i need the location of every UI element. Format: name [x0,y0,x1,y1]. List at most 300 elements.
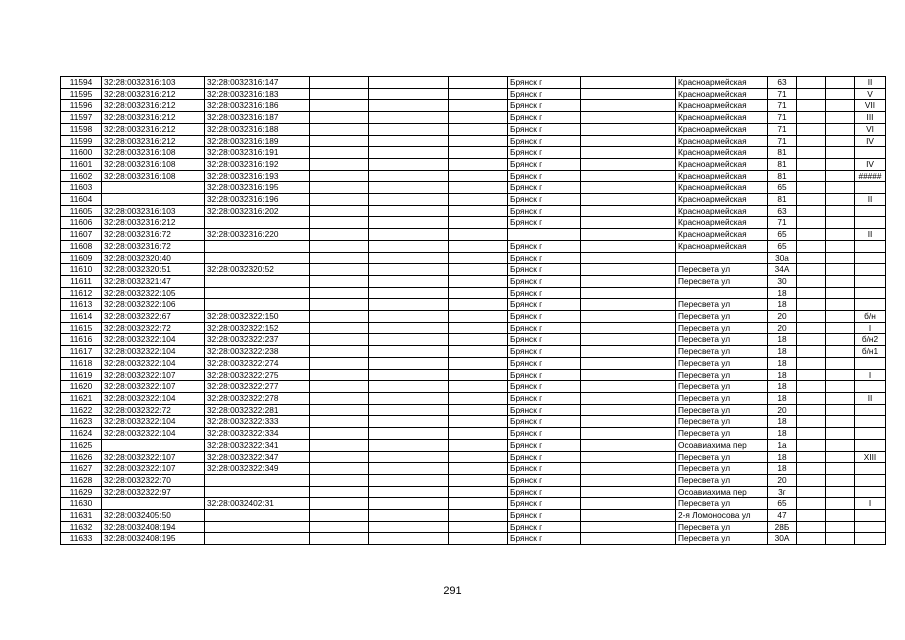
cell-premise-number: I [855,498,886,510]
cell-column-12 [826,451,855,463]
cell-column-4 [310,510,369,522]
cell-cadastral-number-parcel: 32:28:0032316:108 [102,170,205,182]
cell-city: Брянск г [508,451,581,463]
cell-column-6 [449,287,508,299]
cell-column-4 [310,77,369,89]
cadastral-table [60,76,886,545]
cell-column-4 [310,322,369,334]
cell-premise-number: II [855,392,886,404]
cell-house-number: 71 [768,217,797,229]
cell-street: Пересвета ул [676,357,768,369]
cell-house-number: 30а [768,252,797,264]
cell-street: Красноармейская [676,217,768,229]
cell-column-11 [797,217,826,229]
cell-column-6 [449,346,508,358]
cell-column-12 [826,229,855,241]
cell-column-5 [369,158,449,170]
cell-column-11 [797,510,826,522]
cell-street: Пересвета ул [676,346,768,358]
cell-column-6 [449,182,508,194]
cell-column-11 [797,287,826,299]
cell-premise-number: I [855,322,886,334]
cell-column-4 [310,404,369,416]
cell-column-4 [310,252,369,264]
cell-column-11 [797,170,826,182]
cell-cadastral-number-object: 32:28:0032316:188 [205,123,310,135]
cell-cadastral-number-object: 32:28:0032322:281 [205,404,310,416]
cell-column-11 [797,428,826,440]
cell-house-number: 71 [768,88,797,100]
cell-street: Красноармейская [676,147,768,159]
cell-column-11 [797,498,826,510]
cell-row-number: 11626 [61,451,102,463]
cell-cadastral-number-object: 32:28:0032322:277 [205,381,310,393]
cell-premise-number [855,287,886,299]
cell-column-4 [310,334,369,346]
cell-cadastral-number-object: 32:28:0032322:349 [205,463,310,475]
cell-row-number: 11611 [61,275,102,287]
cell-column-6 [449,334,508,346]
cell-column-6 [449,158,508,170]
cell-column-8 [581,404,676,416]
cell-house-number: 71 [768,135,797,147]
cell-cadastral-number-object: 32:28:0032316:186 [205,100,310,112]
cell-column-6 [449,100,508,112]
cell-column-6 [449,77,508,89]
cell-column-6 [449,88,508,100]
cell-column-4 [310,147,369,159]
cell-house-number: 18 [768,381,797,393]
cell-house-number: 30 [768,275,797,287]
cell-row-number: 11623 [61,416,102,428]
cell-column-12 [826,474,855,486]
cell-house-number: 63 [768,205,797,217]
cell-row-number: 11614 [61,311,102,323]
cell-column-4 [310,474,369,486]
cell-column-5 [369,463,449,475]
cell-street: Красноармейская [676,77,768,89]
cell-street: Пересвета ул [676,381,768,393]
cell-street [676,252,768,264]
cell-column-5 [369,334,449,346]
cell-column-12 [826,439,855,451]
cell-row-number: 11612 [61,287,102,299]
cell-house-number: 63 [768,77,797,89]
cell-column-5 [369,77,449,89]
cell-cadastral-number-parcel: 32:28:0032320:40 [102,252,205,264]
cell-city: Брянск г [508,439,581,451]
cell-premise-number: IV [855,158,886,170]
cell-column-4 [310,521,369,533]
cell-column-8 [581,100,676,112]
cell-column-5 [369,416,449,428]
cell-cadastral-number-object: 32:28:0032316:195 [205,182,310,194]
cell-row-number: 11598 [61,123,102,135]
cell-street: Красноармейская [676,182,768,194]
cell-city: Брянск г [508,240,581,252]
cell-column-11 [797,147,826,159]
cell-column-4 [310,357,369,369]
cell-column-12 [826,299,855,311]
cell-row-number: 11613 [61,299,102,311]
cell-column-4 [310,170,369,182]
cell-city: Брянск г [508,77,581,89]
cell-column-6 [449,404,508,416]
cell-cadastral-number-parcel: 32:28:0032322:70 [102,474,205,486]
cell-column-4 [310,381,369,393]
cell-premise-number: XIII [855,451,886,463]
cell-column-12 [826,510,855,522]
cell-row-number: 11627 [61,463,102,475]
cell-premise-number [855,381,886,393]
cell-cadastral-number-parcel: 32:28:0032322:72 [102,404,205,416]
cell-column-12 [826,334,855,346]
cell-column-8 [581,205,676,217]
cell-city: Брянск г [508,170,581,182]
cell-column-12 [826,521,855,533]
cell-column-5 [369,428,449,440]
cell-column-12 [826,205,855,217]
cell-row-number: 11620 [61,381,102,393]
cell-cadastral-number-object: 32:28:0032322:347 [205,451,310,463]
cell-column-11 [797,100,826,112]
cell-column-8 [581,334,676,346]
cell-column-5 [369,451,449,463]
table-row [61,404,886,416]
table-row [61,346,886,358]
cell-column-4 [310,439,369,451]
cell-street: Пересвета ул [676,521,768,533]
cell-column-6 [449,357,508,369]
cell-column-8 [581,217,676,229]
cell-column-12 [826,498,855,510]
table-row [61,463,886,475]
cell-column-6 [449,533,508,545]
cell-row-number: 11608 [61,240,102,252]
table-row [61,205,886,217]
cell-cadastral-number-parcel: 32:28:0032322:104 [102,428,205,440]
table-row [61,170,886,182]
cell-column-5 [369,217,449,229]
cell-column-8 [581,77,676,89]
cell-cadastral-number-object: 32:28:0032316:196 [205,194,310,206]
cell-house-number: 20 [768,404,797,416]
cell-city: Брянск г [508,135,581,147]
cell-premise-number [855,533,886,545]
cell-column-8 [581,194,676,206]
cell-column-8 [581,474,676,486]
cell-cadastral-number-object: 32:28:0032316:192 [205,158,310,170]
cell-column-8 [581,416,676,428]
cell-column-6 [449,392,508,404]
cell-column-8 [581,252,676,264]
cell-cadastral-number-parcel: 32:28:0032316:212 [102,123,205,135]
cell-house-number: 18 [768,299,797,311]
cell-cadastral-number-parcel: 32:28:0032316:212 [102,112,205,124]
cell-house-number: 18 [768,334,797,346]
cell-premise-number [855,240,886,252]
cell-cadastral-number-parcel: 32:28:0032322:104 [102,334,205,346]
cell-street: Пересвета ул [676,275,768,287]
cell-cadastral-number-parcel: 32:28:0032316:103 [102,77,205,89]
cell-column-12 [826,381,855,393]
cell-street: 2-я Ломоносова ул [676,510,768,522]
cell-row-number: 11607 [61,229,102,241]
cell-row-number: 11618 [61,357,102,369]
cell-column-8 [581,112,676,124]
cell-column-5 [369,474,449,486]
cell-cadastral-number-parcel: 32:28:0032316:72 [102,229,205,241]
cell-column-4 [310,112,369,124]
cell-column-6 [449,521,508,533]
cell-column-12 [826,287,855,299]
cell-city: Брянск г [508,182,581,194]
cell-city: Брянск г [508,533,581,545]
cell-column-5 [369,264,449,276]
cell-column-6 [449,112,508,124]
cell-house-number: 18 [768,369,797,381]
cell-column-8 [581,357,676,369]
cell-column-12 [826,170,855,182]
cell-column-5 [369,123,449,135]
cell-column-12 [826,252,855,264]
cell-column-8 [581,275,676,287]
cell-column-11 [797,135,826,147]
cell-cadastral-number-parcel: 32:28:0032322:104 [102,416,205,428]
cell-city: Брянск г [508,158,581,170]
cell-column-12 [826,369,855,381]
cell-column-12 [826,416,855,428]
cell-column-8 [581,170,676,182]
cell-house-number: 28Б [768,521,797,533]
cell-street: Красноармейская [676,194,768,206]
table-row [61,299,886,311]
cell-column-5 [369,182,449,194]
page-number: 291 [443,585,462,597]
cell-cadastral-number-object [205,275,310,287]
cell-column-8 [581,147,676,159]
cell-column-12 [826,217,855,229]
cell-street: Пересвета ул [676,264,768,276]
cell-column-11 [797,357,826,369]
cell-row-number: 11601 [61,158,102,170]
cell-column-11 [797,182,826,194]
cell-column-4 [310,311,369,323]
cell-cadastral-number-object: 32:28:0032316:193 [205,170,310,182]
cell-house-number: 71 [768,123,797,135]
cell-column-8 [581,521,676,533]
cell-street: Красноармейская [676,170,768,182]
cell-column-6 [449,264,508,276]
cell-cadastral-number-parcel: 32:28:0032322:105 [102,287,205,299]
cell-cadastral-number-parcel: 32:28:0032316:72 [102,240,205,252]
cell-city: Брянск г [508,486,581,498]
cell-column-11 [797,474,826,486]
cell-house-number: 65 [768,182,797,194]
table-row [61,521,886,533]
cell-cadastral-number-parcel [102,194,205,206]
cell-premise-number [855,357,886,369]
cell-column-12 [826,404,855,416]
cell-street: Красноармейская [676,229,768,241]
cell-column-4 [310,240,369,252]
cell-cadastral-number-object [205,287,310,299]
cell-column-12 [826,311,855,323]
cell-column-12 [826,158,855,170]
cell-city: Брянск г [508,112,581,124]
cell-column-8 [581,428,676,440]
table-row [61,182,886,194]
cell-premise-number [855,521,886,533]
cell-cadastral-number-parcel [102,182,205,194]
cell-column-5 [369,170,449,182]
cell-column-4 [310,346,369,358]
cell-column-11 [797,404,826,416]
cell-column-11 [797,521,826,533]
cell-street: Пересвета ул [676,498,768,510]
cell-street: Красноармейская [676,88,768,100]
cell-cadastral-number-object: 32:28:0032316:191 [205,147,310,159]
table-row [61,474,886,486]
cell-city [508,229,581,241]
cell-column-6 [449,240,508,252]
cell-column-6 [449,369,508,381]
table-row [61,287,886,299]
cell-cadastral-number-parcel: 32:28:0032408:194 [102,521,205,533]
cell-column-6 [449,463,508,475]
cell-column-12 [826,322,855,334]
cell-column-4 [310,392,369,404]
cell-column-6 [449,275,508,287]
cell-column-5 [369,521,449,533]
cell-column-12 [826,123,855,135]
cell-column-8 [581,451,676,463]
cell-column-6 [449,322,508,334]
cell-house-number: 3г [768,486,797,498]
cell-city: Брянск г [508,299,581,311]
cell-cadastral-number-parcel: 32:28:0032316:108 [102,147,205,159]
cell-column-12 [826,357,855,369]
cell-column-6 [449,205,508,217]
cell-premise-number [855,510,886,522]
cell-column-6 [449,486,508,498]
table-row [61,217,886,229]
cell-row-number: 11625 [61,439,102,451]
cell-row-number: 11624 [61,428,102,440]
cell-row-number: 11599 [61,135,102,147]
cell-column-4 [310,158,369,170]
cell-column-12 [826,77,855,89]
table-row [61,498,886,510]
cell-column-12 [826,88,855,100]
cell-column-6 [449,123,508,135]
cell-column-5 [369,404,449,416]
cell-column-12 [826,392,855,404]
table-row [61,229,886,241]
cell-column-11 [797,88,826,100]
cell-column-11 [797,533,826,545]
cell-column-5 [369,147,449,159]
cell-row-number: 11604 [61,194,102,206]
cell-column-4 [310,287,369,299]
cell-column-4 [310,428,369,440]
table-row [61,510,886,522]
cell-premise-number: б/н [855,311,886,323]
cell-column-4 [310,533,369,545]
cell-row-number: 11619 [61,369,102,381]
cell-row-number: 11606 [61,217,102,229]
cell-column-5 [369,533,449,545]
cell-column-8 [581,182,676,194]
cell-cadastral-number-object: 32:28:0032322:275 [205,369,310,381]
cell-row-number: 11631 [61,510,102,522]
cell-street: Пересвета ул [676,322,768,334]
cell-column-11 [797,194,826,206]
table-body [61,77,886,545]
cell-column-8 [581,439,676,451]
cell-row-number: 11605 [61,205,102,217]
cell-city: Брянск г [508,287,581,299]
cell-cadastral-number-object [205,486,310,498]
cell-column-12 [826,182,855,194]
cell-city: Брянск г [508,346,581,358]
cell-street: Пересвета ул [676,369,768,381]
cell-column-8 [581,486,676,498]
cell-row-number: 11609 [61,252,102,264]
cell-column-4 [310,205,369,217]
table-row [61,311,886,323]
cell-column-8 [581,229,676,241]
cell-cadastral-number-object [205,533,310,545]
table-row [61,88,886,100]
cell-column-11 [797,392,826,404]
cell-column-6 [449,135,508,147]
cell-column-6 [449,194,508,206]
cell-column-4 [310,498,369,510]
cell-premise-number [855,252,886,264]
cell-house-number: 30А [768,533,797,545]
cell-city: Брянск г [508,416,581,428]
cell-street: Осоавиахима пер [676,486,768,498]
cell-house-number: 18 [768,451,797,463]
cell-house-number: 71 [768,100,797,112]
cell-cadastral-number-parcel: 32:28:0032316:108 [102,158,205,170]
cell-premise-number [855,205,886,217]
cell-column-5 [369,381,449,393]
cell-row-number: 11630 [61,498,102,510]
cell-column-11 [797,463,826,475]
cell-column-11 [797,252,826,264]
cell-column-8 [581,510,676,522]
table-row [61,357,886,369]
table-row [61,486,886,498]
cell-column-5 [369,275,449,287]
cell-street: Красноармейская [676,205,768,217]
cell-column-5 [369,439,449,451]
cell-city: Брянск г [508,322,581,334]
cell-street: Пересвета ул [676,334,768,346]
cell-cadastral-number-parcel: 32:28:0032322:107 [102,369,205,381]
cell-cadastral-number-object: 32:28:0032322:237 [205,334,310,346]
cell-column-11 [797,264,826,276]
cell-street [676,287,768,299]
cell-city: Брянск г [508,217,581,229]
cell-house-number: 81 [768,147,797,159]
cell-street: Красноармейская [676,112,768,124]
cell-street: Пересвета ул [676,416,768,428]
cell-row-number: 11632 [61,521,102,533]
table-row [61,439,886,451]
